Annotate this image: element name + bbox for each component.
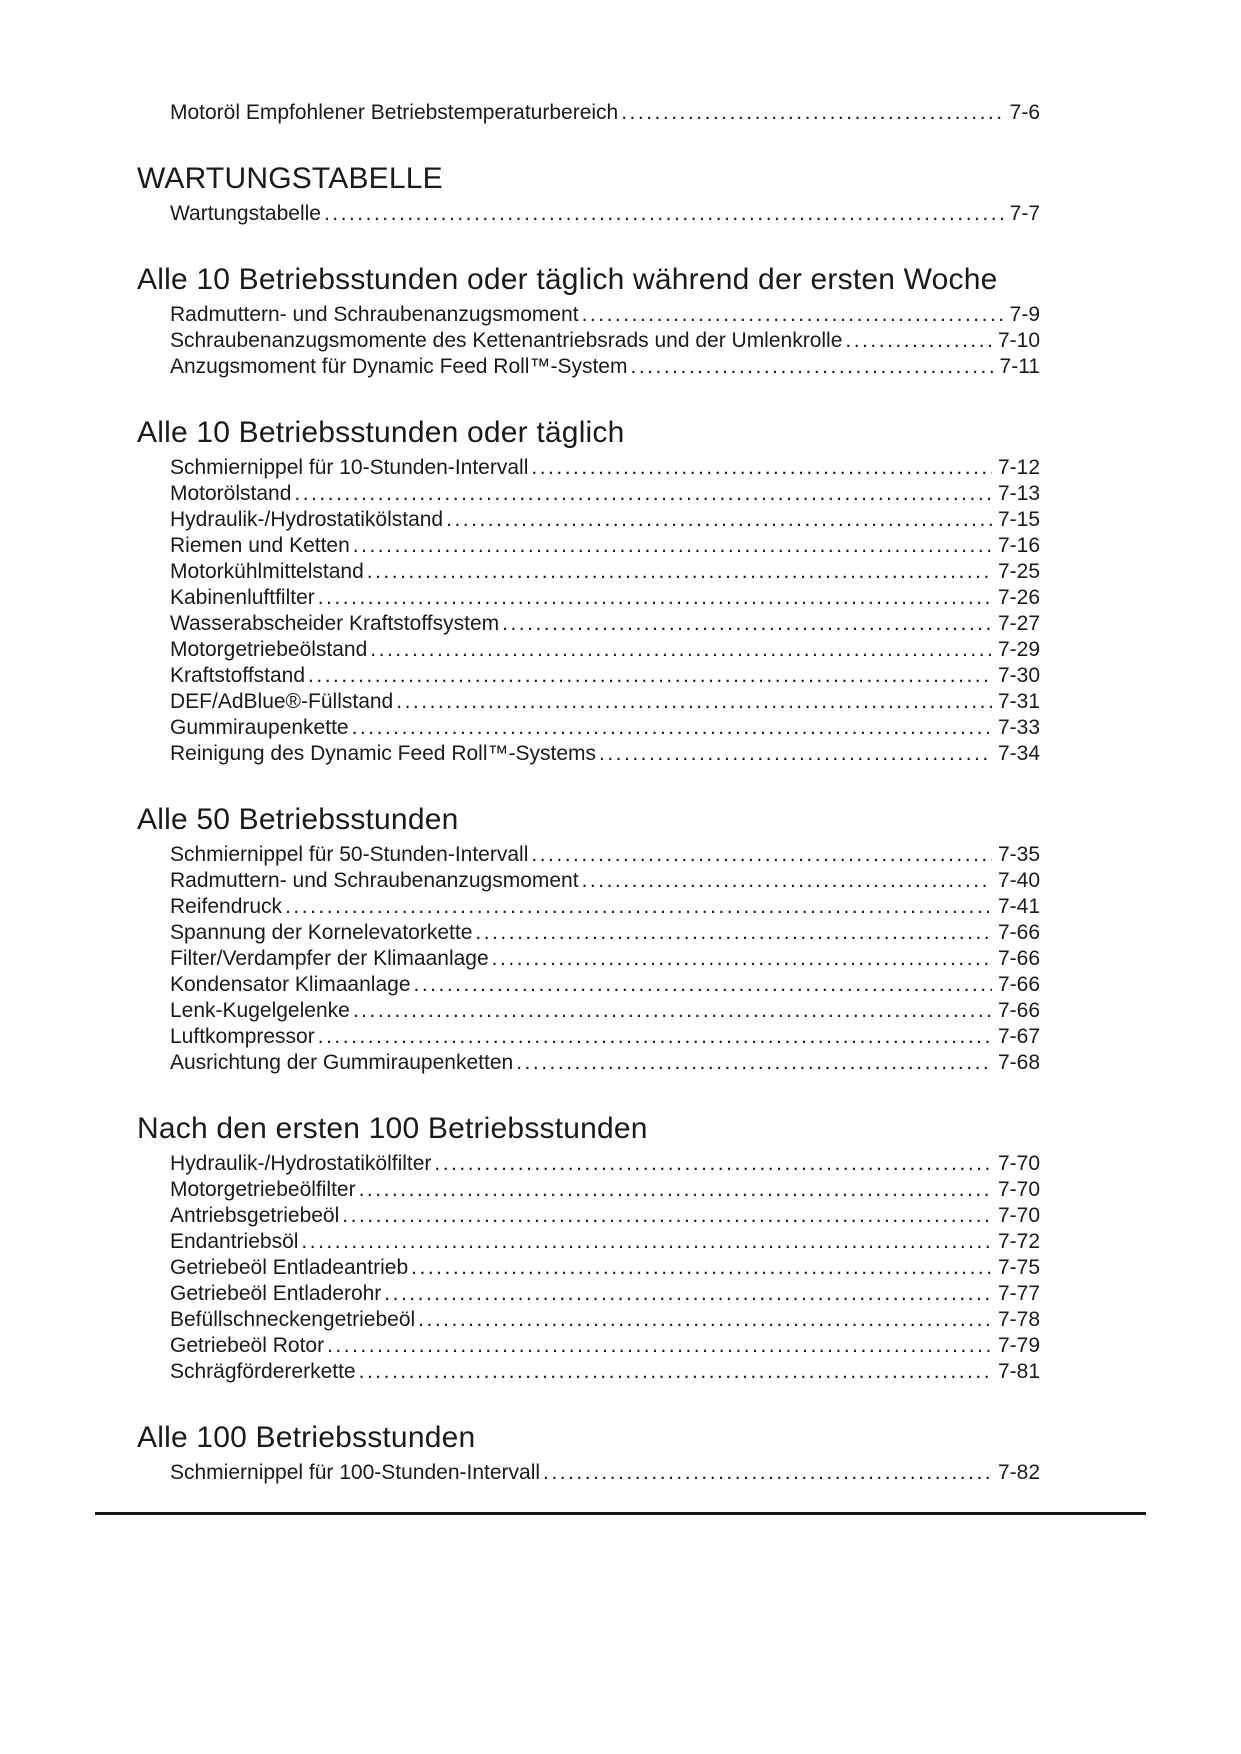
toc-entry bbox=[170, 1050, 1040, 1076]
leader-dots bbox=[434, 1151, 992, 1177]
entry-page-number: 7-25 bbox=[997, 560, 1040, 583]
leader-dots bbox=[411, 1255, 992, 1281]
entry-page-number: 7-11 bbox=[999, 355, 1040, 378]
leader-dots bbox=[396, 689, 992, 715]
entry-page-number: 7-12 bbox=[997, 456, 1040, 479]
entry-page-number: 7-75 bbox=[997, 1256, 1040, 1279]
section-entries bbox=[137, 100, 1040, 126]
leader-dots bbox=[384, 1281, 992, 1307]
entry-label: Motorölstand bbox=[170, 482, 292, 505]
toc-entry bbox=[170, 533, 1040, 559]
toc-entry bbox=[170, 972, 1040, 998]
entry-label: Reifendruck bbox=[170, 895, 283, 918]
entry-label: Wasserabscheider Kraftstoffsystem bbox=[170, 612, 500, 635]
leader-dots bbox=[359, 1359, 992, 1385]
leader-dots bbox=[324, 201, 1004, 227]
entry-page-number: 7-10 bbox=[997, 329, 1040, 352]
entry-page-number: 7-35 bbox=[997, 843, 1040, 866]
entry-label: Hydraulik-/Hydrostatikölfilter bbox=[170, 1152, 432, 1175]
entry-page-number: 7-79 bbox=[997, 1334, 1040, 1357]
section-entries bbox=[137, 1151, 1040, 1385]
entry-label: Kondensator Klimaanlage bbox=[170, 973, 411, 996]
entry-page-number: 7-40 bbox=[997, 869, 1040, 892]
entry-label: Motorkühlmittelstand bbox=[170, 560, 364, 583]
entry-page-number: 7-13 bbox=[997, 482, 1040, 505]
toc-section bbox=[137, 263, 1040, 380]
entry-label: Radmuttern- und Schraubenanzugsmoment bbox=[170, 869, 579, 892]
section-heading: Alle 10 Betriebsstunden oder täglich bbox=[137, 416, 625, 449]
toc-entry bbox=[170, 302, 1040, 328]
toc-entry bbox=[170, 1307, 1040, 1333]
toc-entry bbox=[170, 920, 1040, 946]
entry-page-number: 7-66 bbox=[997, 973, 1040, 996]
toc-entry bbox=[170, 1203, 1040, 1229]
entry-label: Motorgetriebeölfilter bbox=[170, 1178, 356, 1201]
toc-entry bbox=[170, 1460, 1040, 1486]
toc-sections bbox=[137, 100, 1040, 1486]
entry-label: Ausrichtung der Gummiraupenketten bbox=[170, 1051, 514, 1074]
toc-entry bbox=[170, 507, 1040, 533]
toc-entry bbox=[170, 894, 1040, 920]
entry-label: Hydraulik-/Hydrostatikölstand bbox=[170, 508, 444, 531]
toc-entry bbox=[170, 585, 1040, 611]
leader-dots bbox=[353, 533, 992, 559]
entry-page-number: 7-29 bbox=[997, 638, 1040, 661]
entry-label: Spannung der Kornelevatorkette bbox=[170, 921, 473, 944]
leader-dots bbox=[301, 1229, 992, 1255]
entry-label: Befüllschneckengetriebeöl bbox=[170, 1308, 416, 1331]
entry-label: Luftkompressor bbox=[170, 1025, 315, 1048]
entry-label: Anzugsmoment für Dynamic Feed Roll™-System bbox=[170, 355, 628, 378]
leader-dots bbox=[370, 637, 992, 663]
toc-entry bbox=[170, 1151, 1040, 1177]
toc-section bbox=[137, 100, 1040, 126]
leader-dots bbox=[318, 585, 992, 611]
toc-section bbox=[137, 1421, 1040, 1486]
toc-entry bbox=[170, 1024, 1040, 1050]
leader-dots bbox=[327, 1333, 992, 1359]
entry-label: Motoröl Empfohlener Betriebstemperaturbereich bbox=[170, 101, 619, 124]
entry-label: Radmuttern- und Schraubenanzugsmoment bbox=[170, 303, 579, 326]
entry-page-number: 7-81 bbox=[997, 1360, 1040, 1383]
leader-dots bbox=[492, 946, 992, 972]
entry-page-number: 7-70 bbox=[997, 1178, 1040, 1201]
toc-entry bbox=[170, 455, 1040, 481]
toc-entry bbox=[170, 611, 1040, 637]
toc-entry bbox=[170, 1229, 1040, 1255]
leader-dots bbox=[352, 715, 992, 741]
entry-label: Schmiernippel für 50-Stunden-Intervall bbox=[170, 843, 529, 866]
toc-entry bbox=[170, 689, 1040, 715]
leader-dots bbox=[294, 481, 992, 507]
toc-entry bbox=[170, 1281, 1040, 1307]
footer-rule bbox=[95, 1512, 1146, 1515]
leader-dots bbox=[630, 354, 993, 380]
toc-entry bbox=[170, 328, 1040, 354]
toc-entry bbox=[170, 637, 1040, 663]
entry-label: DEF/AdBlue®-Füllstand bbox=[170, 690, 394, 713]
toc-entry bbox=[170, 741, 1040, 767]
entry-label: Kabinenluftfilter bbox=[170, 586, 315, 609]
leader-dots bbox=[582, 868, 992, 894]
section-entries bbox=[137, 842, 1040, 1076]
leader-dots bbox=[446, 507, 992, 533]
toc-entry bbox=[170, 715, 1040, 741]
leader-dots bbox=[359, 1177, 992, 1203]
entry-page-number: 7-67 bbox=[997, 1025, 1040, 1048]
toc-entry bbox=[170, 1255, 1040, 1281]
entry-label: Filter/Verdampfer der Klimaanlage bbox=[170, 947, 489, 970]
section-heading: Alle 50 Betriebsstunden bbox=[137, 803, 459, 836]
leader-dots bbox=[845, 328, 992, 354]
entry-page-number: 7-16 bbox=[997, 534, 1040, 557]
leader-dots bbox=[475, 920, 992, 946]
entry-page-number: 7-66 bbox=[997, 947, 1040, 970]
leader-dots bbox=[516, 1050, 992, 1076]
leader-dots bbox=[621, 100, 1003, 126]
entry-page-number: 7-33 bbox=[997, 716, 1040, 739]
entry-page-number: 7-70 bbox=[997, 1204, 1040, 1227]
entry-page-number: 7-6 bbox=[1009, 101, 1040, 124]
section-entries bbox=[137, 455, 1040, 767]
section-heading: Nach den ersten 100 Betriebsstunden bbox=[137, 1112, 648, 1145]
leader-dots bbox=[582, 302, 1004, 328]
leader-dots bbox=[353, 998, 992, 1024]
entry-label: Wartungstabelle bbox=[170, 202, 321, 225]
toc-entry bbox=[170, 1333, 1040, 1359]
toc-entry bbox=[170, 842, 1040, 868]
entry-page-number: 7-15 bbox=[997, 508, 1040, 531]
section-heading: Alle 10 Betriebsstunden oder täglich während der ersten Woche bbox=[137, 263, 998, 296]
leader-dots bbox=[599, 741, 992, 767]
entry-page-number: 7-72 bbox=[997, 1230, 1040, 1253]
toc-section bbox=[137, 416, 1040, 767]
section-heading: WARTUNGSTABELLE bbox=[137, 162, 443, 195]
entry-page-number: 7-70 bbox=[997, 1152, 1040, 1175]
toc-entry bbox=[170, 354, 1040, 380]
leader-dots bbox=[531, 842, 992, 868]
leader-dots bbox=[543, 1460, 992, 1486]
entry-label: Schrägfördererkette bbox=[170, 1360, 356, 1383]
entry-label: Gummiraupenkette bbox=[170, 716, 349, 739]
section-entries bbox=[137, 302, 1040, 380]
entry-page-number: 7-78 bbox=[997, 1308, 1040, 1331]
leader-dots bbox=[531, 455, 992, 481]
section-entries bbox=[137, 1460, 1040, 1486]
entry-label: Getriebeöl Entladerohr bbox=[170, 1282, 382, 1305]
entry-label: Kraftstoffstand bbox=[170, 664, 306, 687]
toc-entry bbox=[170, 559, 1040, 585]
toc-entry bbox=[170, 481, 1040, 507]
toc-entry bbox=[170, 663, 1040, 689]
entry-label: Schraubenanzugsmomente des Kettenantriebsrads und der Umlenkrolle bbox=[170, 329, 843, 352]
toc-entry bbox=[170, 100, 1040, 126]
leader-dots bbox=[367, 559, 992, 585]
entry-label: Antriebsgetriebeöl bbox=[170, 1204, 340, 1227]
toc-section bbox=[137, 162, 1040, 227]
entry-label: Motorgetriebeölstand bbox=[170, 638, 368, 661]
entry-page-number: 7-9 bbox=[1009, 303, 1040, 326]
leader-dots bbox=[308, 663, 992, 689]
toc-entry bbox=[170, 868, 1040, 894]
leader-dots bbox=[502, 611, 992, 637]
entry-label: Riemen und Ketten bbox=[170, 534, 350, 557]
entry-label: Getriebeöl Rotor bbox=[170, 1334, 325, 1357]
toc-section bbox=[137, 803, 1040, 1076]
entry-page-number: 7-30 bbox=[997, 664, 1040, 687]
entry-page-number: 7-7 bbox=[1009, 202, 1040, 225]
section-entries bbox=[137, 201, 1040, 227]
entry-page-number: 7-26 bbox=[997, 586, 1040, 609]
entry-page-number: 7-66 bbox=[997, 921, 1040, 944]
leader-dots bbox=[414, 972, 992, 998]
toc-entry bbox=[170, 1359, 1040, 1385]
entry-label: Getriebeöl Entladeantrieb bbox=[170, 1256, 409, 1279]
entry-label: Schmiernippel für 10-Stunden-Intervall bbox=[170, 456, 529, 479]
entry-label: Reinigung des Dynamic Feed Roll™-Systems bbox=[170, 742, 596, 765]
entry-page-number: 7-77 bbox=[997, 1282, 1040, 1305]
toc-section bbox=[137, 1112, 1040, 1385]
entry-page-number: 7-41 bbox=[997, 895, 1040, 918]
toc-entry bbox=[170, 998, 1040, 1024]
entry-page-number: 7-34 bbox=[997, 742, 1040, 765]
toc-entry bbox=[170, 1177, 1040, 1203]
entry-page-number: 7-82 bbox=[997, 1461, 1040, 1484]
entry-label: Lenk-Kugelgelenke bbox=[170, 999, 350, 1022]
section-heading: Alle 100 Betriebsstunden bbox=[137, 1421, 476, 1454]
toc-entry bbox=[170, 201, 1040, 227]
leader-dots bbox=[318, 1024, 992, 1050]
entry-label: Endantriebsöl bbox=[170, 1230, 299, 1253]
entry-page-number: 7-27 bbox=[997, 612, 1040, 635]
entry-page-number: 7-31 bbox=[997, 690, 1040, 713]
entry-page-number: 7-68 bbox=[997, 1051, 1040, 1074]
entry-label: Schmiernippel für 100-Stunden-Intervall bbox=[170, 1461, 541, 1484]
leader-dots bbox=[418, 1307, 992, 1333]
entry-page-number: 7-66 bbox=[997, 999, 1040, 1022]
leader-dots bbox=[285, 894, 992, 920]
leader-dots bbox=[342, 1203, 992, 1229]
toc-entry bbox=[170, 946, 1040, 972]
